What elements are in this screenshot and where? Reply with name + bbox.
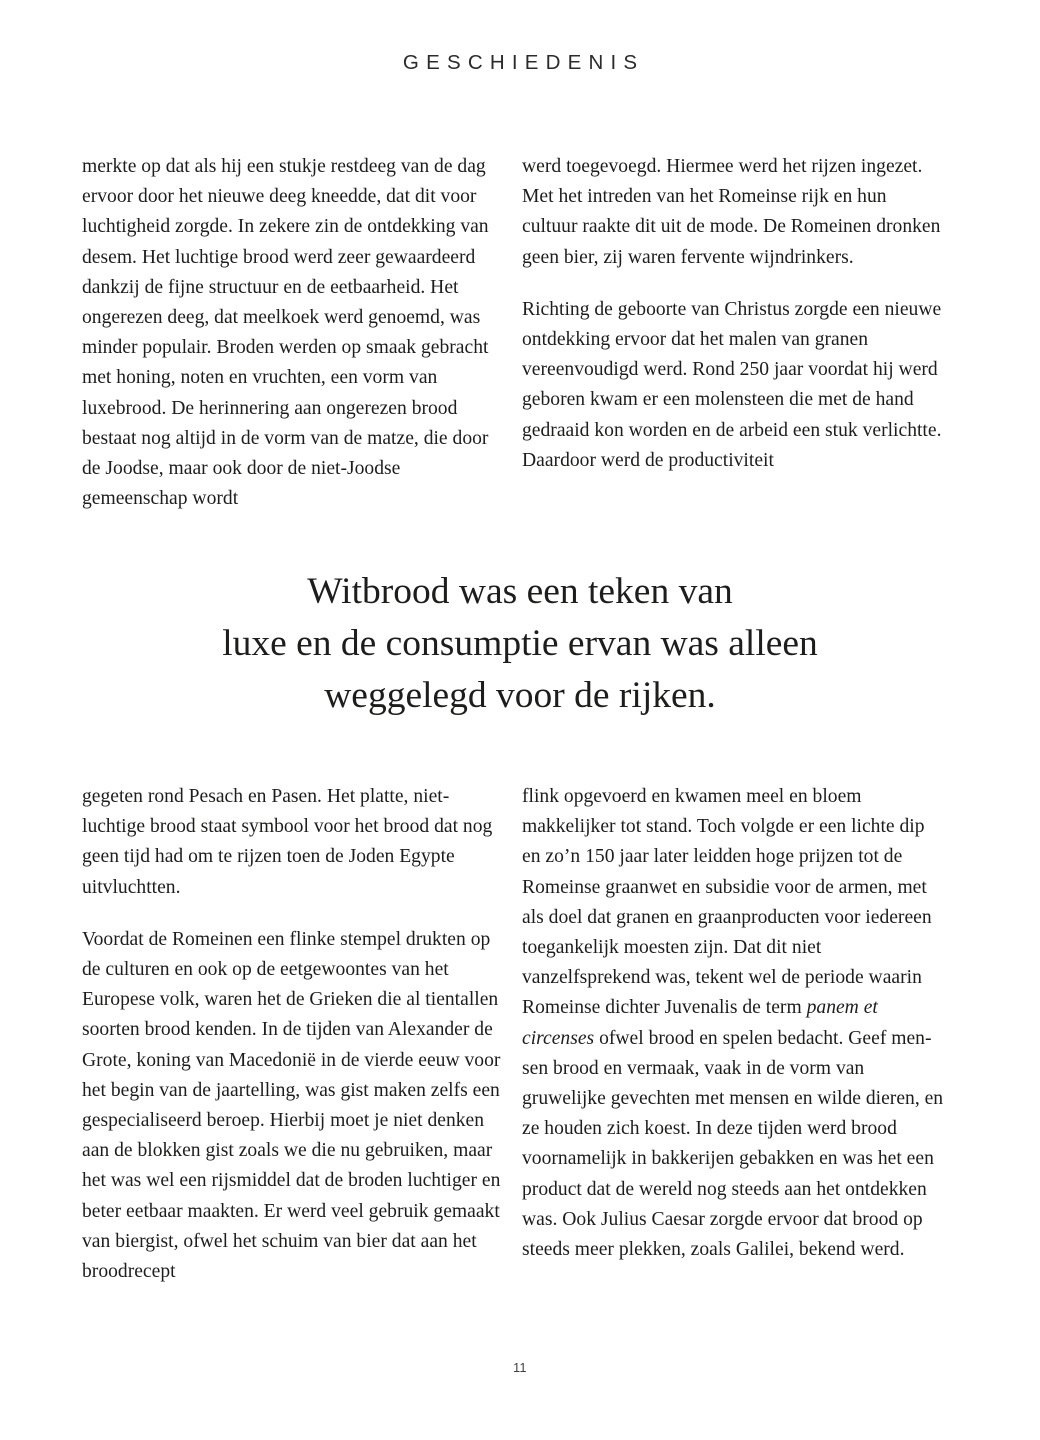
page-number: 11	[513, 1360, 527, 1375]
body-paragraph: Richting de geboorte van Christus zorgde een nieuwe ontdekking ervoor dat het malen van granen vereenvoudigd werd. Rond 250 jaar voordat hij werd geboren kwam er een molensteen die met de hand gedraaid kon worden en de arbeid een stuk verlichtte. Daardoor werd de productiviteit	[522, 298, 942, 471]
bottom-right-column	[522, 782, 946, 1287]
top-left-column	[82, 152, 506, 514]
body-paragraph: gegeten rond Pesach en Pasen. Het platte, niet-luchtige brood staat symbool voor het brood dat nog geen tijd had om te rijzen toen de Joden Egypte uitvluchtten.	[82, 786, 493, 898]
top-column-group	[82, 152, 946, 514]
pull-quote-line: luxe en de consumptie ervan was alleen	[222, 623, 818, 664]
top-right-column	[522, 152, 946, 514]
pull-quote	[100, 566, 940, 722]
bottom-left-column	[82, 782, 506, 1287]
body-paragraph: Voordat de Romeinen een flinke stempel drukten op de culturen en ook op de eetgewoontes van het Europese volk, waren het de Grieken die al tientallen soorten brood kenden. In de tijden van Alexander de Grote, koning van Macedonië in de vierde eeuw voor het begin van de jaartelling, was gist maken zelfs een gespecialiseerd beroep. Hierbij moet je niet denken aan de blokken gist zoals we die nu gebruiken, maar het was wel een rijsmiddel dat de broden luchtiger en beter eetbaar maakten. Er werd veel gebruik gemaakt van biergist, ofwel het schuim van bier dat aan het broodrecept	[82, 928, 501, 1283]
pull-quote-line: weggelegd voor de rijken.	[324, 675, 716, 716]
pull-quote-line: Witbrood was een teken van	[307, 571, 733, 612]
running-header-section-title: GESCHIEDENIS	[402, 51, 645, 74]
body-paragraph: merkte op dat als hij een stukje restdeeg van de dag ervoor door het nieuwe deeg kneedde, dat dit voor luchtigheid zorgde. In zekere zin de ontdekking van desem. Het luchtige brood werd zeer gewaardeerd dankzij de fijne structuur en de eetbaarheid. Het ongerezen deeg, dat meelkoek werd genoemd, was minder populair. Broden werden op smaak gebracht met honing, noten en vruchten, een vorm van luxebrood. De herinnering aan ongerezen brood bestaat nog altijd in de vorm van de matze, die door de Joodse, maar ook door de niet-Joodse gemeenschap wordt	[82, 156, 489, 510]
bottom-column-group	[82, 782, 946, 1287]
body-paragraph: werd toegevoegd. Hiermee werd het rijzen ingezet. Met het intreden van het Romeinse rijk en hun cultuur raakte dit uit de mode. De Romeinen dronken geen bier, zij waren fervente wijndrinkers.	[522, 156, 941, 268]
body-paragraph: flink opgevoerd en kwamen meel en bloem makkelijker tot stand. Toch volgde er een lichte dip en zo’n 150 jaar later leidden hoge prijzen tot de Romeinse graanwet en subsidie voor de armen, met als doel dat granen en graanproducten voor iedereen toegankelijk moesten zijn. Dat dit niet vanzelfsprekend was, tekent wel de periode waarin Romeinse dichter Juvenalis de term panem et circenses ofwel brood en spelen bedacht. Geef men-sen brood en vermaak, vaak in de vorm van gruwelijke gevechten met mensen en wilde dieren, en ze houden zich koest. In deze tijden werd brood voornamelijk in bakkerijen gebakken en was het een product dat de wereld nog steeds aan het ontdekken was. Ook Julius Caesar zorgde ervoor dat brood op steeds meer plekken, zoals Galilei, bekend werd.	[522, 786, 944, 1261]
